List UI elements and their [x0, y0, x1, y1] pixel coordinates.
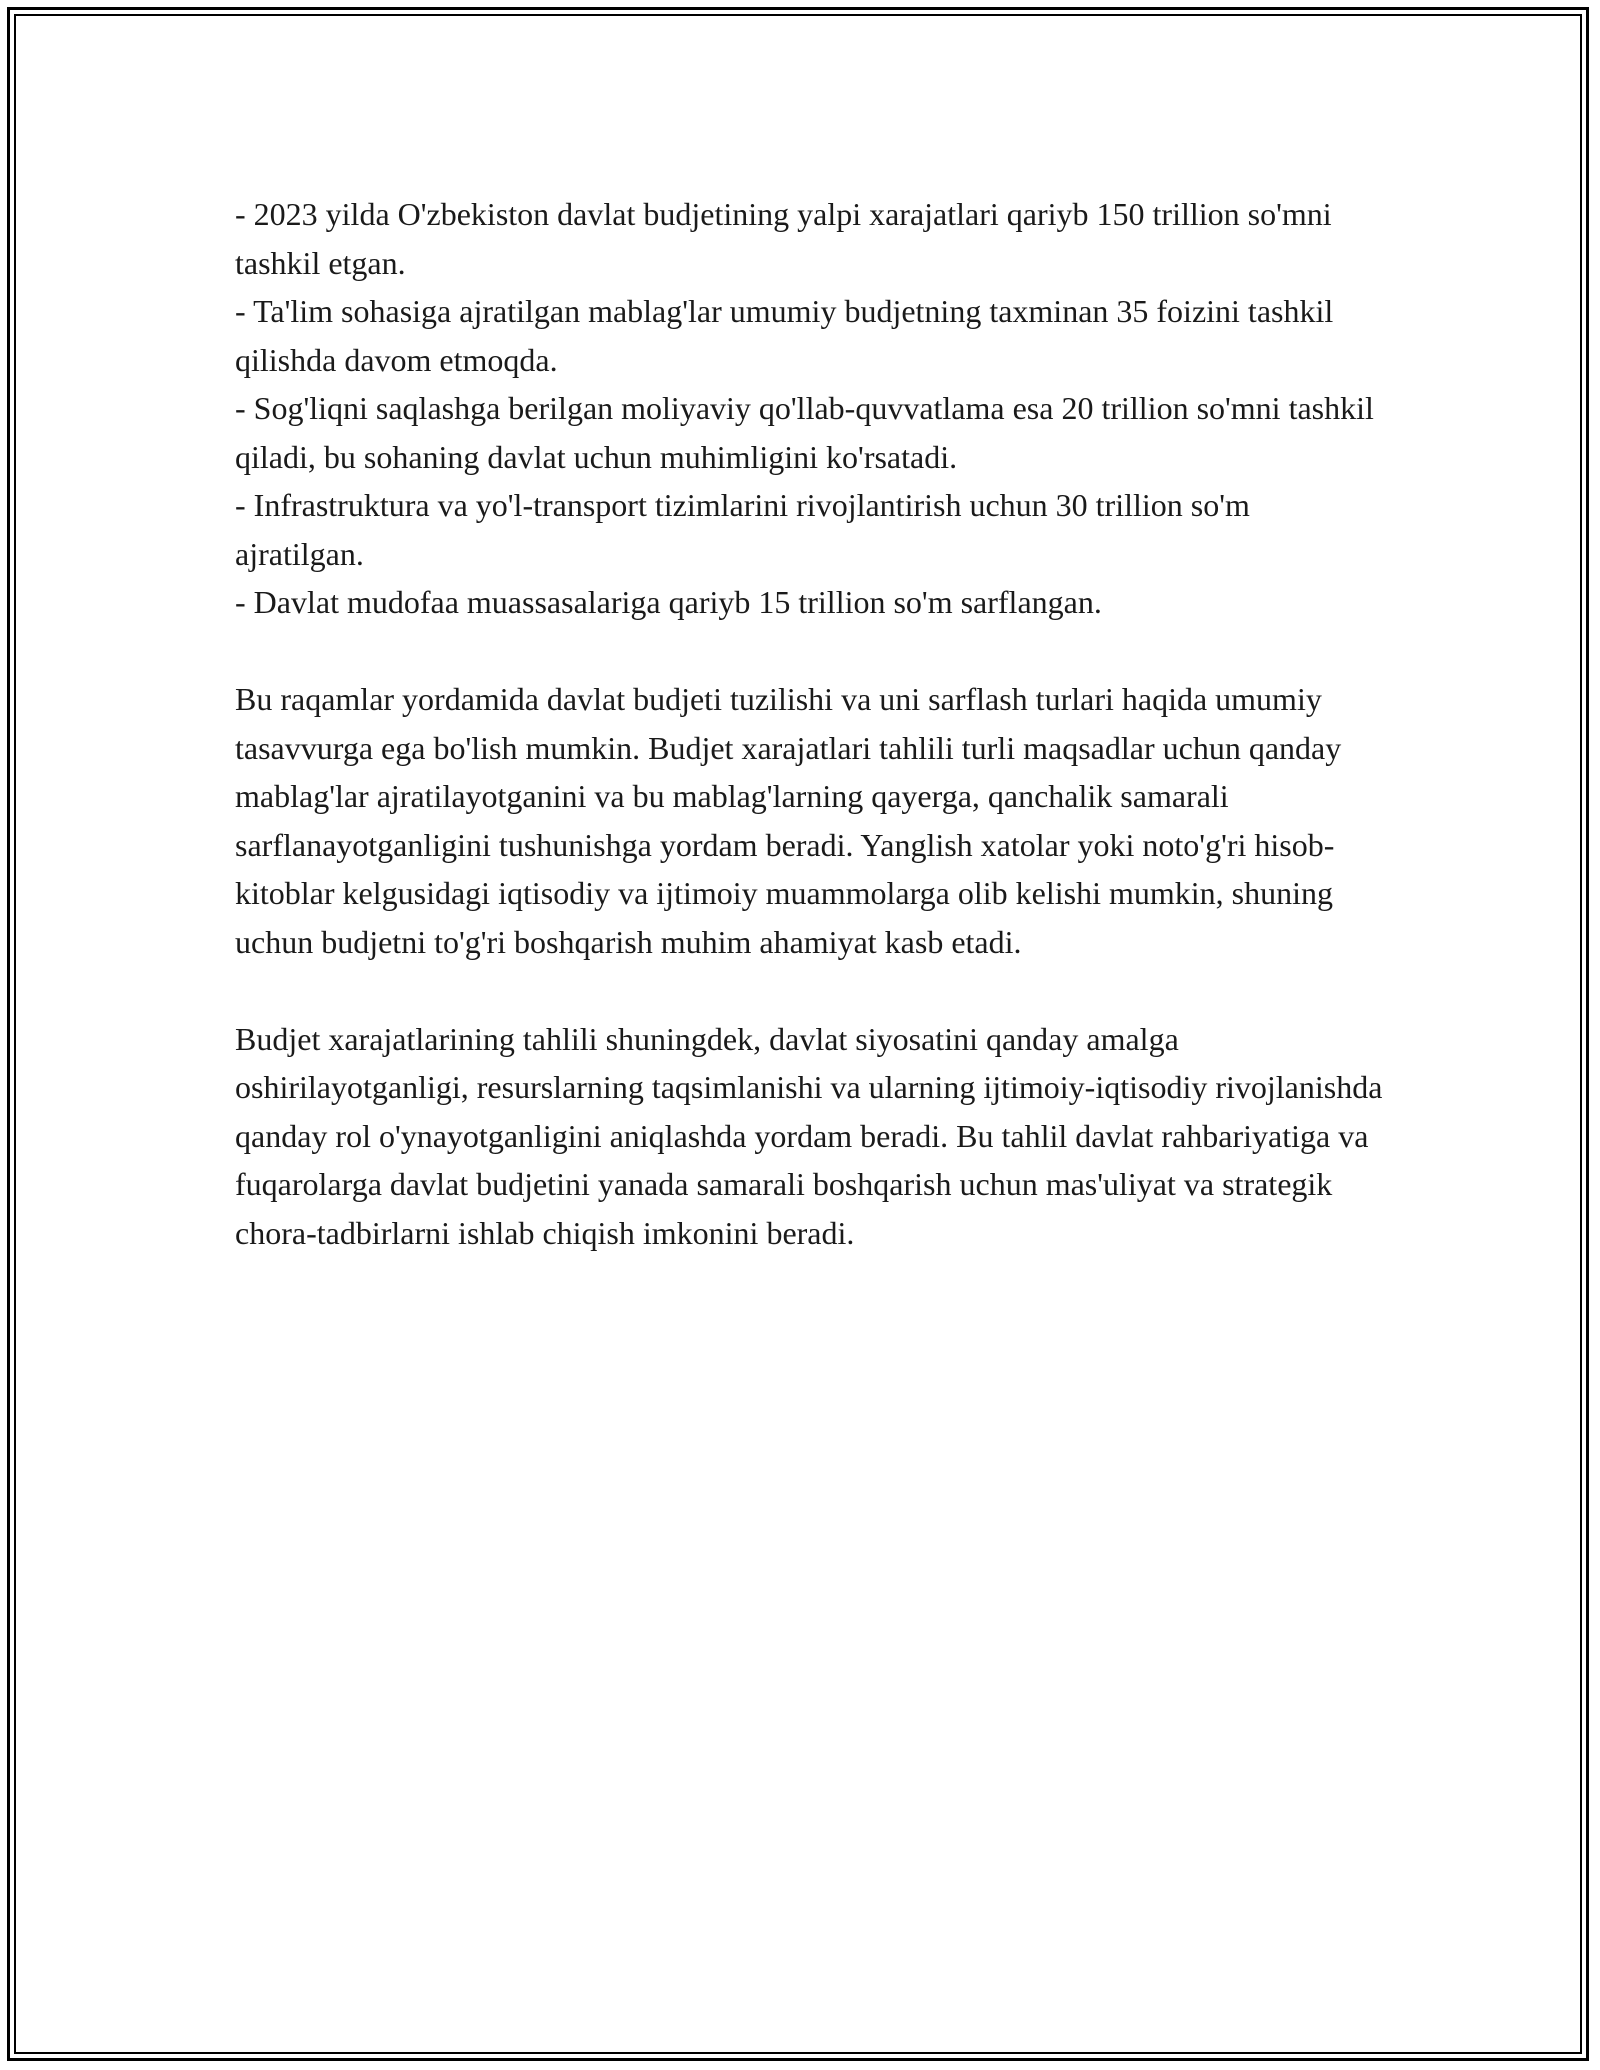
list-item: - Infrastruktura va yo'l-transport tizimlarini rivojlantirish uchun 30 trillion so'm ajratilgan. — [235, 487, 1250, 572]
list-item: - Sog'liqni saqlashga berilgan moliyaviy qo'llab-quvvatlama esa 20 trillion so'mni tashkil qiladi, bu sohaning davlat uchun muhimligini ko'rsatadi. — [235, 390, 1374, 475]
budget-facts-list — [235, 190, 1385, 627]
list-item: - Davlat mudofaa muassasalariga qariyb 15 trillion so'm sarflangan. — [235, 584, 1102, 620]
list-item: - 2023 yilda O'zbekiston davlat budjetining yalpi xarajatlari qariyb 150 trillion so'mni tashkil etgan. — [235, 196, 1332, 281]
document-body — [235, 190, 1385, 1257]
paragraph-budget-analysis: Budjet xarajatlarining tahlili shuningdek, davlat siyosatini qanday amalga oshirilayotganligi, resurslarning taqsimlanishi va ularning ijtimoiy-iqtisodiy rivojlanishda qanday rol o'ynayotganligini aniqlashda yordam beradi. Bu tahlil davlat rahbariyatiga va fuqarolarga davlat budjetini yanada samarali boshqarish uchun mas'uliyat va strategik chora-tadbirlarni ishlab chiqish imkonini beradi. — [235, 1020, 1383, 1251]
paragraph-budget-structure: Bu raqamlar yordamida davlat budjeti tuzilishi va uni sarflash turlari haqida umumiy tasavvurga ega bo'lish mumkin. Budjet xarajatlari tahlili turli maqsadlar uchun qanday mablag'lar ajratilayotganini va bu mablag'larning qayerga, qanchalik samarali sarflanayotganligini tushunishga yordam beradi. Yanglish xatolar yoki noto'g'ri hisob-kitoblar kelgusidagi iqtisodiy va ijtimoiy muammolarga olib kelishi mumkin, shuning uchun budjetni to'g'ri boshqarish muhim ahamiyat kasb etadi. — [235, 681, 1342, 960]
list-item: - Ta'lim sohasiga ajratilgan mablag'lar umumiy budjetning taxminan 35 foizini tashkil qilishda davom etmoqda. — [235, 293, 1334, 378]
